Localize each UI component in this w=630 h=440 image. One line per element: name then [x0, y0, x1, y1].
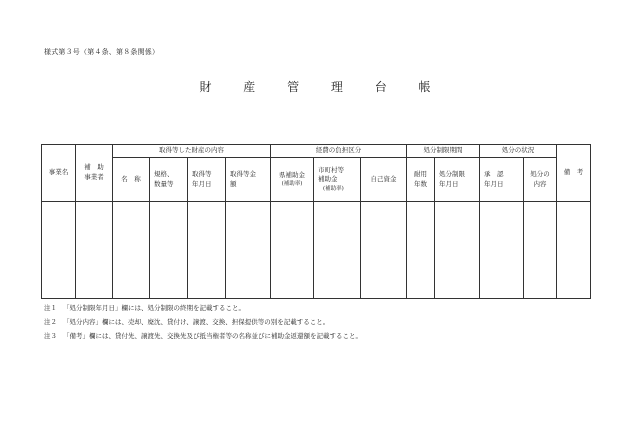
header-name: 名 称 [113, 158, 150, 202]
note-text: 「備考」欄には、貸付先、譲渡先、交換先及び抵当権者等の名称並びに補助金返還額を記載すること。 [63, 332, 362, 340]
body-cell [435, 202, 480, 299]
body-cell [226, 202, 271, 299]
header-biko: 備 考 [557, 145, 591, 202]
body-cell [407, 202, 435, 299]
body-cell [314, 202, 361, 299]
header-group-cost: 経費の負担区分 [271, 145, 407, 158]
body-cell [557, 202, 591, 299]
header-spec: 規格、 数量等 [150, 158, 188, 202]
header-group-disposal: 処分の状況 [480, 145, 557, 158]
note-number: 注２ [44, 318, 57, 326]
note-item [44, 329, 362, 343]
header-useful-life: 耐用 年数 [407, 158, 435, 202]
notes [44, 301, 362, 343]
body-cell [113, 202, 150, 299]
header-acquire-date: 取得等 年月日 [188, 158, 226, 202]
header-approval-date: 承 認 年月日 [480, 158, 524, 202]
note-number: 注１ [44, 304, 57, 312]
header-hojo-jigyosha: 補 助 事業者 [76, 145, 113, 202]
body-cell [480, 202, 524, 299]
body-cell [188, 202, 226, 299]
header-group-property: 取得等した財産の内容 [113, 145, 271, 158]
body-cell [76, 202, 113, 299]
header-group-period: 処分制限期間 [407, 145, 480, 158]
property-ledger-table [41, 144, 591, 299]
header-pref-subsidy: 県補助金 (補助率) [271, 158, 314, 202]
page-title: 財 産 管 理 台 帳 [199, 80, 445, 94]
body-cell [361, 202, 407, 299]
note-item [44, 315, 362, 329]
note-item [44, 301, 362, 315]
note-number: 注３ [44, 332, 57, 340]
header-limit-date: 処分制限 年月日 [435, 158, 480, 202]
header-city-subsidy: 市町村等 補助金 (補助率) [314, 158, 361, 202]
header-acquire-amount: 取得等金 額 [226, 158, 271, 202]
header-jigyomei: 事業名 [42, 145, 76, 202]
body-cell [524, 202, 557, 299]
header-disposal-content: 処分の 内容 [524, 158, 557, 202]
table-row [42, 202, 591, 299]
form-number: 様式第３号（第４条、第８条関係） [44, 48, 160, 56]
body-cell [271, 202, 314, 299]
note-text: 「処分内容」欄には、売却、廃沈、貸付け、譲渡、交換、担保提供等の別を記載すること。 [63, 318, 330, 326]
header-own-funds: 自己資金 [361, 158, 407, 202]
note-text: 「処分制限年月日」欄には、処分制限の終期を記載すること。 [63, 304, 245, 312]
body-cell [150, 202, 188, 299]
body-cell [42, 202, 76, 299]
